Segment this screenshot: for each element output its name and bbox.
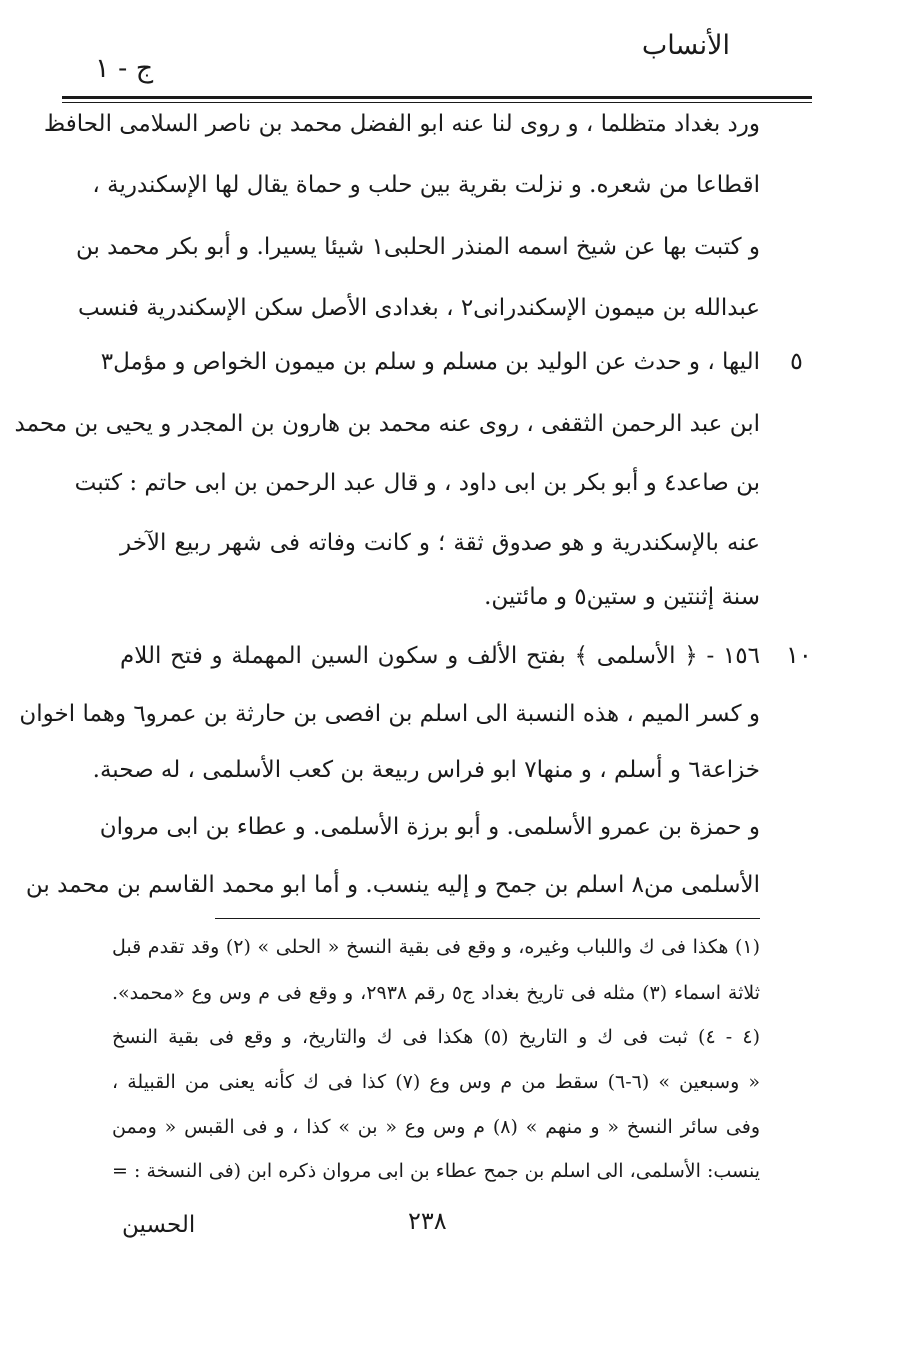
body-line: عنه بالإسكندرية و هو صدوق ثقة ؛ و كانت وفاته فى شهر ربيع الآخر (120, 530, 760, 556)
body-line: الأسلمى من٨ اسلم بن جمح و إليه ينسب. و أما ابو محمد القاسم بن محمد بن (25, 872, 760, 898)
body-line: ورد بغداد متظلما ، و روى لنا عنه ابو الفضل محمد بن ناصر السلامى الحافظ (43, 111, 760, 137)
body-line: عبدالله بن ميمون الإسكندرانى٢ ، بغدادى الأصل سكن الإسكندرية فنسب (78, 295, 760, 321)
body-line: اقطاعا من شعره. و نزلت بقرية بين حلب و حماة يقال لها الإسكندرية ، (92, 172, 760, 198)
header-rule-thin (62, 102, 812, 103)
body-line: ابن عبد الرحمن الثقفى ، روى عنه محمد بن هارون بن المجدر و يحيى بن محمد (14, 411, 760, 437)
footnote-line: (١) هكذا فى ك واللباب وغيره، و وقع فى بقية النسخ « الحلى » (٢) وقد تقدم قبل (112, 936, 760, 958)
running-title: الأنساب (641, 30, 730, 61)
body-line: بن صاعد٤ و أبو بكر بن ابى داود ، و قال عبد الرحمن بن ابى حاتم : كتبت (74, 470, 760, 496)
body-line: سنة إثنتين و ستين٥ و مائتين. (484, 584, 760, 610)
body-line: خزاعة٦ و أسلم ، و منها٧ ابو فراس ربيعة بن كعب الأسلمى ، له صحبة. (92, 757, 760, 783)
line-number-margin: ٥ (790, 347, 803, 375)
body-line: و حمزة بن عمرو الأسلمى. و أبو برزة الأسلمى. و عطاء بن ابى مروان (99, 814, 760, 840)
line-number-margin: ١٠ (786, 641, 812, 669)
volume-label: ج - ١ (95, 53, 154, 84)
body-line: و كتبت بها عن شيخ اسمه المنذر الحلبى١ شيئا يسيرا. و أبو بكر محمد بن (75, 234, 760, 260)
page-number: ٢٣٨ (408, 1207, 447, 1235)
footnote-rule (215, 918, 760, 919)
footnote-line: ثلاثة اسماء (٣) مثله فى تاريخ بغداد ج٥ رقم ٢٩٣٨، و وقع فى م وس وع «محمد». (112, 982, 760, 1004)
footnote-line: وفى سائر النسخ « و منهم » (٨) م وس وع « بن » كذا ، و فى القبس « وممن (112, 1116, 760, 1138)
body-line: و كسر الميم ، هذه النسبة الى اسلم بن افصى بن حارثة بن عمرو٦ وهما اخوان (19, 701, 760, 727)
body-line: اليها ، و حدث عن الوليد بن مسلم و سلم بن ميمون الخواص و مؤمل٣ (100, 349, 760, 375)
footnote-line: ينسب: الأسلمى، الى اسلم بن جمح عطاء بن ابى مروان ذكره ابن (فى النسخة : = (112, 1160, 760, 1182)
footnote-line: (٤ - ٤) ثبت فى ك و التاريخ (٥) هكذا فى ك والتاريخ، و وقع فى بقية النسخ (112, 1026, 760, 1048)
footnote-line: « وسبعين » (٦-٦) سقط من م وس وع (٧) كذا فى ك كأنه يعنى من القبيلة ، (112, 1071, 760, 1093)
body-line: ١٥٦ - ﴿ الأسلمى ﴾ بفتح الألف و سكون السين المهملة و فتح اللام (120, 643, 760, 669)
header-rule (62, 96, 812, 99)
catchword: الحسين (122, 1212, 196, 1238)
